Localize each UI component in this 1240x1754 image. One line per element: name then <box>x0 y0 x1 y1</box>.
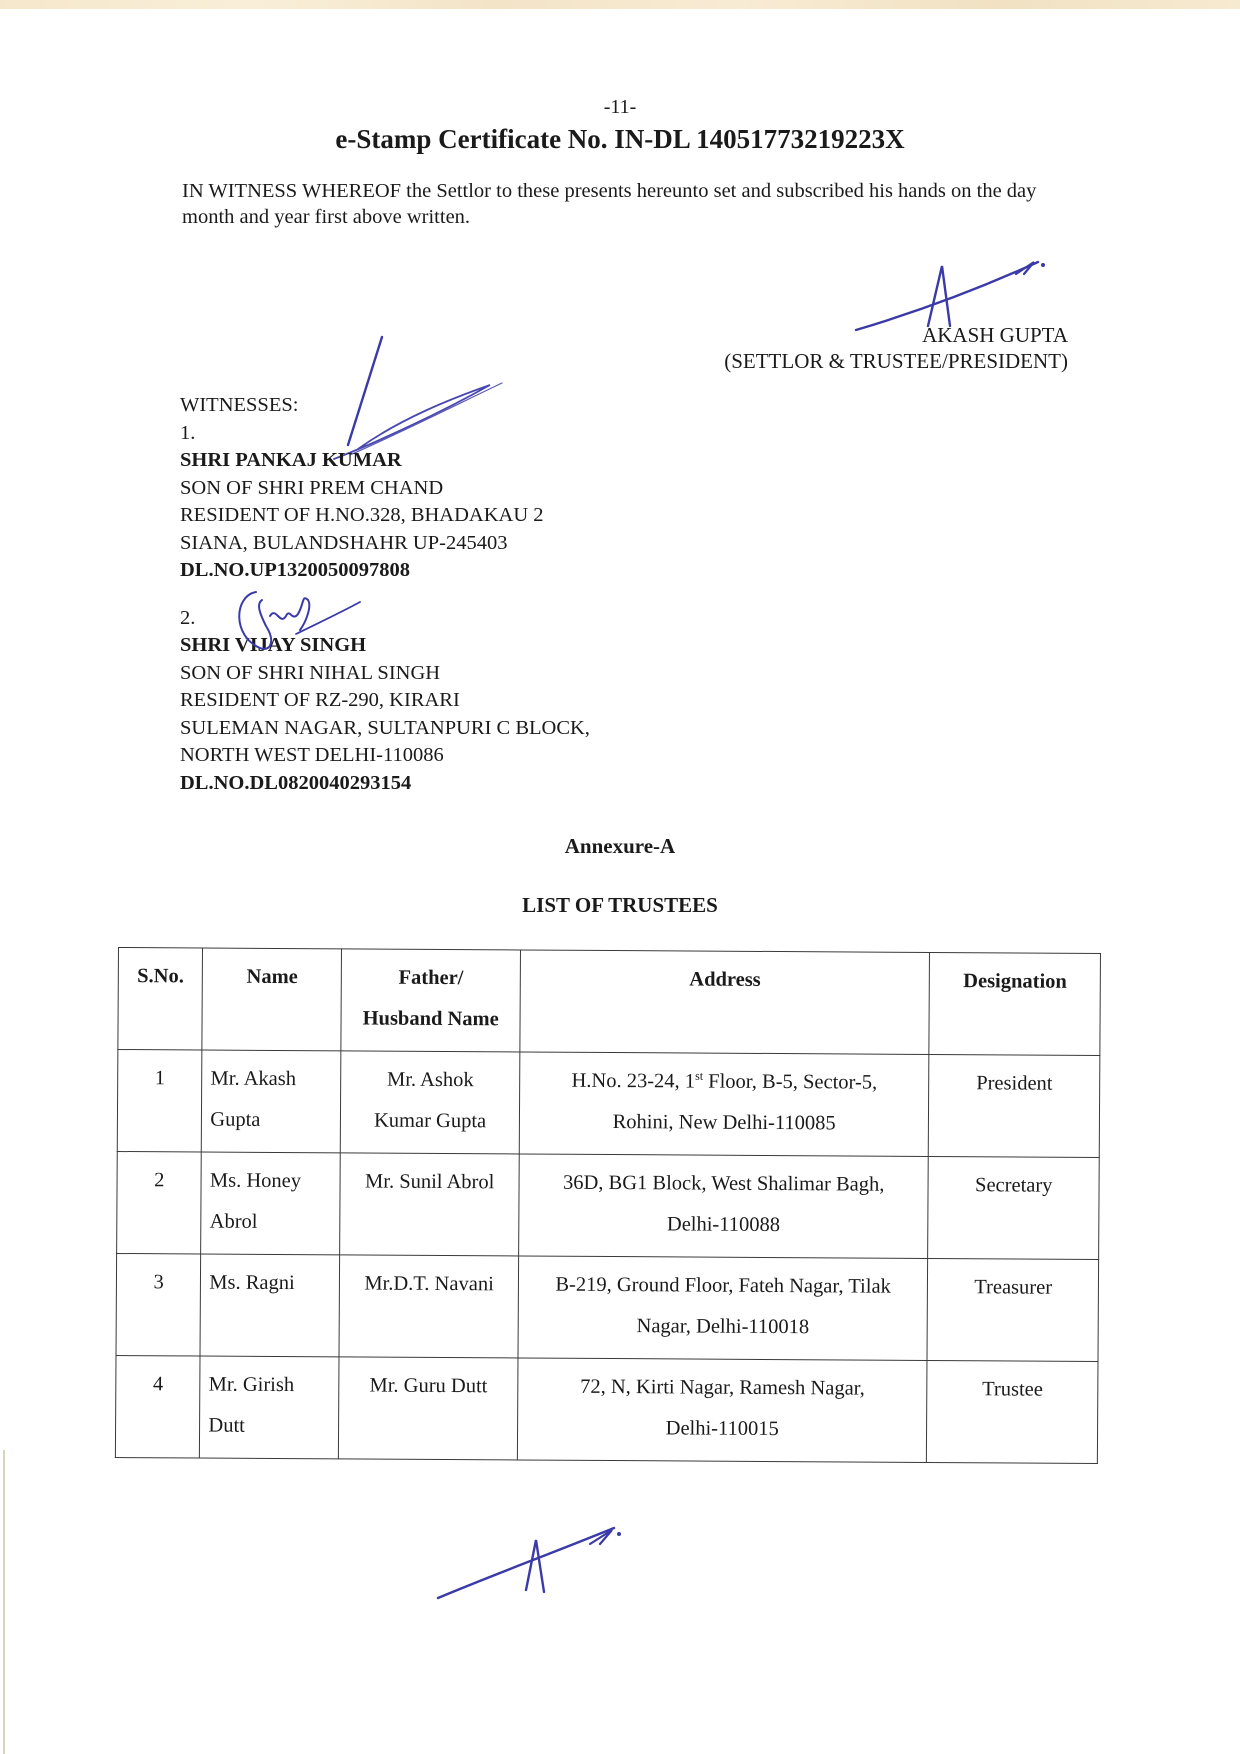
cell-address <box>518 1256 928 1360</box>
header-address: Address <box>520 950 930 1054</box>
address-text: Floor, B-5, Sector-5, <box>703 1070 878 1094</box>
witness-2-signature-loop <box>239 592 271 649</box>
witness-1 <box>180 420 590 585</box>
header-father-line2: Husband Name <box>362 1007 499 1031</box>
cell-father-line1: Mr. Ashok <box>386 1068 474 1092</box>
list-title: LIST OF TRUSTEES <box>522 893 718 917</box>
table-row <box>116 1253 1099 1361</box>
witness-name: SHRI PANKAJ KUMAR <box>180 449 402 471</box>
cell-address <box>519 1154 929 1258</box>
trustees-table <box>115 947 1101 1464</box>
settlor-signature-initial <box>928 266 950 326</box>
cell-address-line1: B-219, Ground Floor, Fateh Nagar, Tilak <box>555 1273 891 1298</box>
cell-address-line2: Nagar, Delhi-110018 <box>636 1315 810 1339</box>
cell-name-line2: Abrol <box>209 1210 258 1233</box>
cell-father-line1: Mr. Sunil Abrol <box>364 1170 495 1194</box>
witness-dl-number: DL.NO.DL0820040293154 <box>180 771 412 794</box>
witness-paragraph: IN WITNESS WHEREOF the Settlor to these presents hereunto set and subscribed his hands on the day month and year first above written. <box>182 180 1037 228</box>
settlor-role: (SETTLOR & TRUSTEE/PRESIDENT) <box>724 349 1068 373</box>
certificate-title: e-Stamp Certificate No. IN-DL 14051773219223X <box>335 124 905 154</box>
witness-line: SON OF SHRI PREM CHAND <box>180 476 444 499</box>
witness-number: 2. <box>180 606 196 629</box>
witness-line: NORTH WEST DELHI-110086 <box>180 744 444 766</box>
cell-father <box>340 1153 519 1256</box>
header-name: Name <box>202 948 342 1051</box>
settlor-block <box>724 322 1068 374</box>
cell-father-line1: Mr.D.T. Navani <box>364 1272 494 1296</box>
scan-edge-top <box>0 0 1240 9</box>
cell-father-line1: Mr. Guru Dutt <box>369 1374 488 1398</box>
cell-sno: 1 <box>117 1050 202 1153</box>
header-father <box>341 949 520 1052</box>
bottom-signature-initial <box>526 1540 544 1592</box>
cell-father <box>341 1051 520 1154</box>
settlor-signature-tail <box>1016 262 1034 274</box>
witness-line: RESIDENT OF H.NO.328, BHADAKAU 2 <box>180 504 544 526</box>
witness-line: SULEMAN NAGAR, SULTANPURI C BLOCK, <box>180 716 590 739</box>
cell-name <box>200 1254 340 1357</box>
cell-designation: Secretary <box>928 1156 1099 1259</box>
cell-designation: President <box>929 1054 1100 1157</box>
cell-name-line2: Gupta <box>210 1108 261 1131</box>
cell-sno: 3 <box>116 1253 201 1356</box>
settlor-name: AKASH GUPTA <box>922 323 1068 347</box>
witnesses-heading: WITNESSES: <box>180 394 299 416</box>
cell-father <box>339 1255 518 1358</box>
page-number: -11- <box>603 96 637 118</box>
cell-father-line2: Kumar Gupta <box>373 1109 487 1133</box>
table-header-row <box>118 948 1101 1056</box>
table-row <box>115 1355 1098 1463</box>
cell-father <box>339 1357 518 1460</box>
cell-sno: 4 <box>115 1355 200 1458</box>
address-text: H.No. 23-24, 1 <box>571 1069 696 1093</box>
cell-address-line2: Delhi-110088 <box>666 1213 781 1237</box>
header-sno: S.No. <box>118 948 203 1051</box>
witness-dl-number: DL.NO.UP1320050097808 <box>180 559 411 581</box>
witness-2-signature <box>226 586 366 656</box>
cell-name <box>200 1356 340 1459</box>
cell-sno: 2 <box>117 1151 202 1254</box>
scan-edge-left <box>3 1450 5 1754</box>
witness-line: SIANA, BULANDSHAHR UP-245403 <box>180 531 508 554</box>
address-superscript: st <box>695 1068 704 1083</box>
cell-address <box>517 1358 927 1462</box>
witness-number: 1. <box>180 421 196 444</box>
cell-name-line1: Mr. Girish <box>208 1373 295 1397</box>
cell-designation: Trustee <box>927 1360 1098 1463</box>
cell-address <box>519 1052 929 1156</box>
cell-name-line1: Mr. Akash <box>210 1067 297 1091</box>
cell-address-line2: Rohini, New Delhi-110085 <box>612 1111 836 1135</box>
cell-designation: Treasurer <box>927 1258 1098 1361</box>
cell-address-line1: 72, N, Kirti Nagar, Ramesh Nagar, <box>580 1375 865 1400</box>
page-bottom-signature <box>430 1510 630 1610</box>
table-row <box>117 1151 1100 1259</box>
witness-line: RESIDENT OF RZ-290, KIRARI <box>180 689 460 711</box>
cell-name <box>202 1050 342 1153</box>
header-designation: Designation <box>929 952 1100 1055</box>
witness-line: SON OF SHRI NIHAL SINGH <box>180 661 441 684</box>
cell-name <box>201 1152 341 1255</box>
witness-name: SHRI VIJAY SINGH <box>180 634 367 656</box>
cell-name-line2: Dutt <box>208 1414 245 1437</box>
table-row <box>117 1050 1100 1158</box>
header-father-line1: Father/ <box>398 966 464 990</box>
annexure-label: Annexure-A <box>564 834 676 858</box>
cell-address-line1: 36D, BG1 Block, West Shalimar Bagh, <box>562 1171 885 1196</box>
cell-address-line1 <box>528 1061 921 1104</box>
cell-name-line1: Ms. Ragni <box>209 1271 295 1295</box>
cell-name-line1: Ms. Honey <box>209 1169 302 1193</box>
cell-address-line2: Delhi-110015 <box>665 1417 779 1441</box>
